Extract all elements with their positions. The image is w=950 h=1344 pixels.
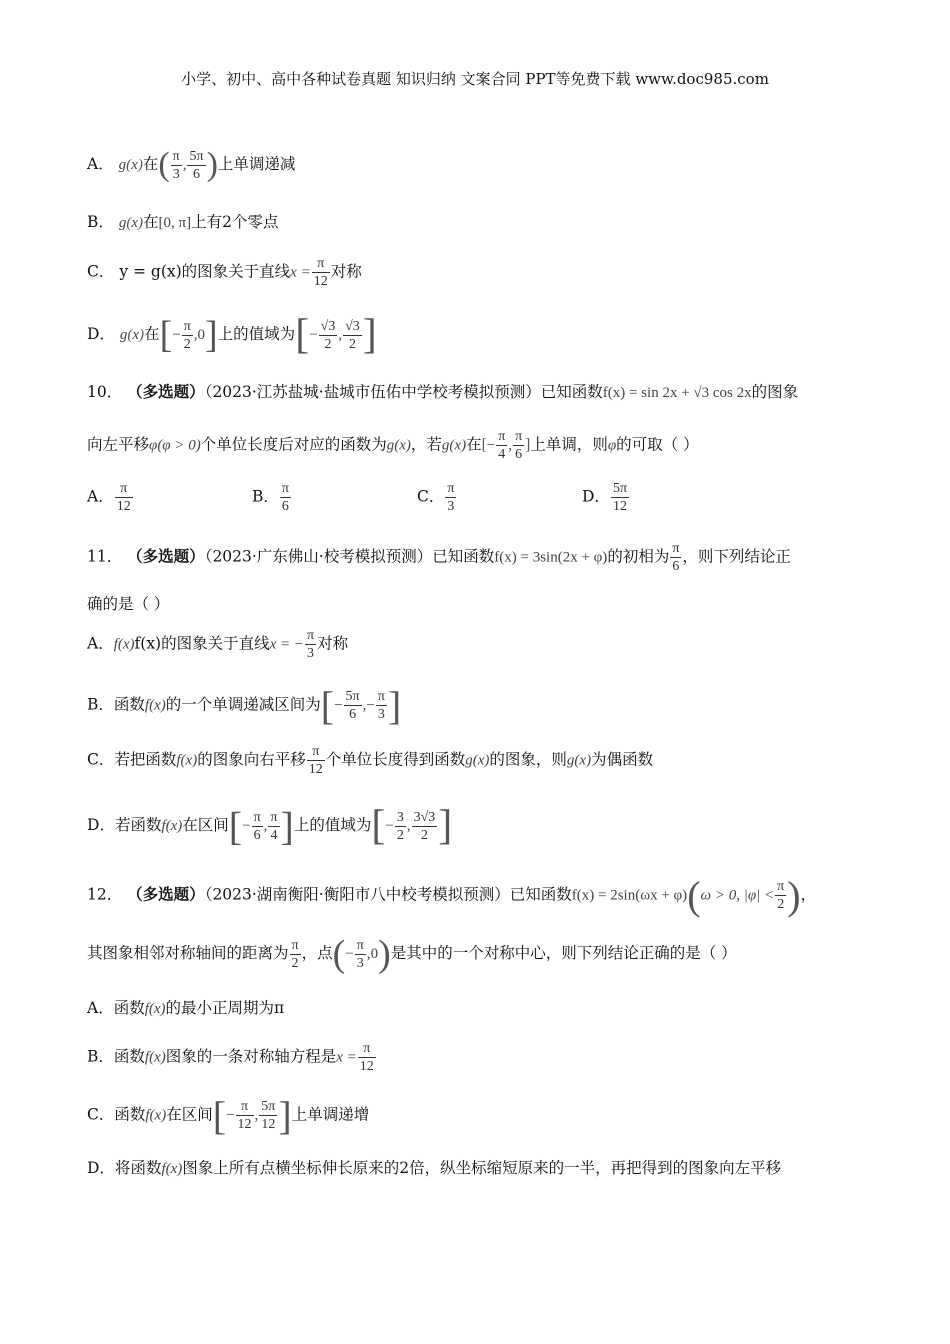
q11-option-c: C．若把函数f(x)的图象向右平移 $\frac{\pi}{12}$ 个单位长度得到函数g(x)的图象，则g(x)为偶函数	[87, 744, 654, 777]
q10-option-c: C． $\frac{\pi}{3}$	[417, 481, 455, 514]
fraction: $\frac{\pi}{12}$	[308, 744, 323, 777]
text: y = g(x)的图象关于直线	[119, 262, 291, 281]
q10-stem-line1	[87, 380, 798, 402]
q9-option-d: D． g(x)在[− $\frac{\pi}{2}$ ,0]上的值域为[− $\frac{√3}{2}$ , $\frac{√3}{2}$ ]	[87, 312, 377, 358]
math-gx: g(x)	[386, 437, 411, 454]
question-number: 10．	[87, 383, 123, 401]
text: 在	[142, 155, 159, 173]
q11-option-b: B．函数f(x)的一个单调递减区间为[− $\frac{5\pi}{6}$ ,− $\frac{\pi}{3}$ ]	[87, 683, 402, 728]
math-gx: g(x)	[118, 215, 143, 232]
fraction: $\frac{\pi}{6}$	[672, 541, 680, 574]
fraction: $\frac{5\pi}{12}$	[261, 1099, 276, 1132]
fraction: $\frac{\pi}{12}$	[359, 1041, 374, 1074]
fraction: $\frac{\pi}{2}$	[291, 937, 299, 971]
math-gx: g(x)	[118, 157, 143, 174]
q12-option-b: B．函数f(x)图象的一条对称轴方程是x = $\frac{\pi}{12}$	[87, 1041, 374, 1074]
q11-option-d: D．若函数f(x)在区间[− $\frac{\pi}{6}$ , $\frac{\pi}{4}$ ]上的值域为[− $\frac{3}{2}$ , $\frac{3√3}{2}$ ]	[87, 803, 453, 849]
question-source: （2023·江苏盐城·盐城市伍佑中学校考模拟预测）已知函数	[204, 383, 603, 401]
q12-stem-line1: 12． （多选题）（2023·湖南衡阳·衡阳市八中校考模拟预测）已知函数f(x) = 2sin(ωx + φ)(ω > 0, |φ| < $\frac{\pi}{2}$ )，	[87, 873, 817, 918]
fraction: $\frac{\pi}{4}$	[498, 429, 506, 462]
fraction: $\frac{\pi}{6}$	[253, 809, 261, 843]
fraction: $\frac{\pi}{2}$	[777, 879, 785, 912]
fraction: $\frac{\pi}{3}$	[356, 937, 364, 971]
q9-option-b: B． g(x)在[0, π]上有2个零点	[87, 213, 279, 232]
question-number: 12．	[87, 885, 123, 904]
option-label: C．	[87, 262, 115, 281]
fraction: $\frac{\pi}{3}$	[172, 148, 180, 182]
page-header: 小学、初中、高中各种试卷真题 知识归纳 文案合同 PPT等免费下载 www.doc985.com	[181, 70, 769, 88]
fraction: $\frac{\pi}{3}$	[447, 481, 455, 514]
fraction: $\frac{√3}{2}$	[345, 318, 360, 352]
option-label: A．	[87, 155, 114, 173]
fraction: $\frac{\pi}{2}$	[183, 318, 191, 352]
fraction: $\frac{\pi}{12}$	[313, 256, 328, 289]
q10-option-a: A． $\frac{\pi}{12}$	[87, 481, 131, 514]
fraction: $\frac{3}{2}$	[396, 809, 404, 843]
q12-option-d: D．将函数f(x)图象上所有点横坐标伸长原来的2倍，纵坐标缩短原来的一半，再把得到的图象向左平移	[87, 1159, 782, 1177]
fraction: $\frac{5\pi}{6}$	[345, 689, 360, 722]
text: 上的值域为	[217, 325, 296, 343]
q10-option-d: D． $\frac{5\pi}{12}$	[582, 481, 628, 514]
q12-stem-line2: 其图象相邻对称轴间的距离为 $\frac{\pi}{2}$ ，点(− $\frac{\pi}{3}$ ,0)是其中的一个对称中心，则下列结论正确的是（ ）	[87, 933, 737, 975]
option-label: D．	[87, 325, 115, 343]
question-tag: （多选题）	[127, 884, 205, 904]
q11-option-a: A．f(x)f(x)的图象关于直线x = − $\frac{\pi}{3}$ 对称	[87, 628, 349, 661]
paren: )	[206, 146, 218, 183]
question-tag: （多选题）	[127, 546, 205, 566]
option-label: B．	[87, 213, 114, 231]
fraction: $\frac{√3}{2}$	[320, 318, 336, 352]
fraction: $\frac{5\pi}{12}$	[612, 481, 628, 514]
text: 的图象	[751, 383, 799, 401]
fraction: $\frac{\pi}{12}$	[237, 1099, 252, 1132]
math-interval: [0, π]	[158, 215, 192, 231]
q9-option-c	[87, 255, 362, 290]
q12-option-a: A．函数f(x)的最小正周期为π	[87, 999, 285, 1017]
math-phi: φ	[607, 437, 617, 454]
paren: (	[158, 146, 170, 183]
text: 对称	[330, 262, 362, 281]
math-function: f(x) = 3sin(2x + φ)	[494, 549, 608, 566]
math-function: f(x) = 2sin(ωx + φ)	[571, 887, 688, 904]
fraction: $\frac{\pi}{3}$	[377, 689, 385, 722]
fraction: $\frac{3√3}{2}$	[413, 809, 436, 843]
q12-option-c: C．函数f(x)在区间[− $\frac{\pi}{12}$ , $\frac{5\pi}{12}$ ]上单调递增	[87, 1093, 370, 1138]
fraction: $\frac{\pi}{6}$	[281, 481, 289, 514]
fraction: $\frac{\pi}{3}$	[307, 628, 315, 661]
fraction: $\frac{\pi}{4}$	[270, 809, 278, 843]
q11-stem-line1: 11． （多选题）（2023·广东佛山·校考模拟预测）已知函数f(x) = 3sin(2x + φ)的初相为 $\frac{\pi}{6}$ ，则下列结论正	[87, 541, 791, 574]
question-source: （2023·广东佛山·校考模拟预测）已知函数	[204, 547, 495, 566]
q10-stem-line2: 向左平移φ(φ > 0)个单位长度后对应的函数为g(x)，若g(x)在[− $\frac{\pi}{4}$ , $\frac{\pi}{6}$ ]上单调，则φ的可取（ ）	[87, 429, 699, 462]
math-function: f(x) = sin 2x + √3 cos 2x	[602, 385, 752, 401]
math-phi: φ(φ > 0)	[149, 437, 201, 454]
q11-stem-line2: 确的是（ ）	[87, 595, 170, 613]
text: 上单调递减	[217, 155, 296, 173]
q10-option-b: B． $\frac{\pi}{6}$	[252, 481, 289, 514]
text: 上有2个零点	[191, 213, 279, 231]
fraction: $\frac{5\pi}{6}$	[189, 148, 204, 182]
fraction: $\frac{\pi}{6}$	[515, 429, 523, 462]
fraction: $\frac{\pi}{12}$	[116, 481, 131, 514]
question-number: 11．	[87, 547, 123, 566]
question-source: （2023·湖南衡阳·衡阳市八中校考模拟预测）已知函数	[204, 885, 572, 904]
question-tag: （多选题）	[127, 382, 205, 401]
q9-option-a: A． g(x)在( $\frac{\pi}{3}$ , $\frac{5\pi}{6}$ )上单调递减	[87, 146, 296, 183]
math-xeq: x =	[290, 264, 311, 281]
